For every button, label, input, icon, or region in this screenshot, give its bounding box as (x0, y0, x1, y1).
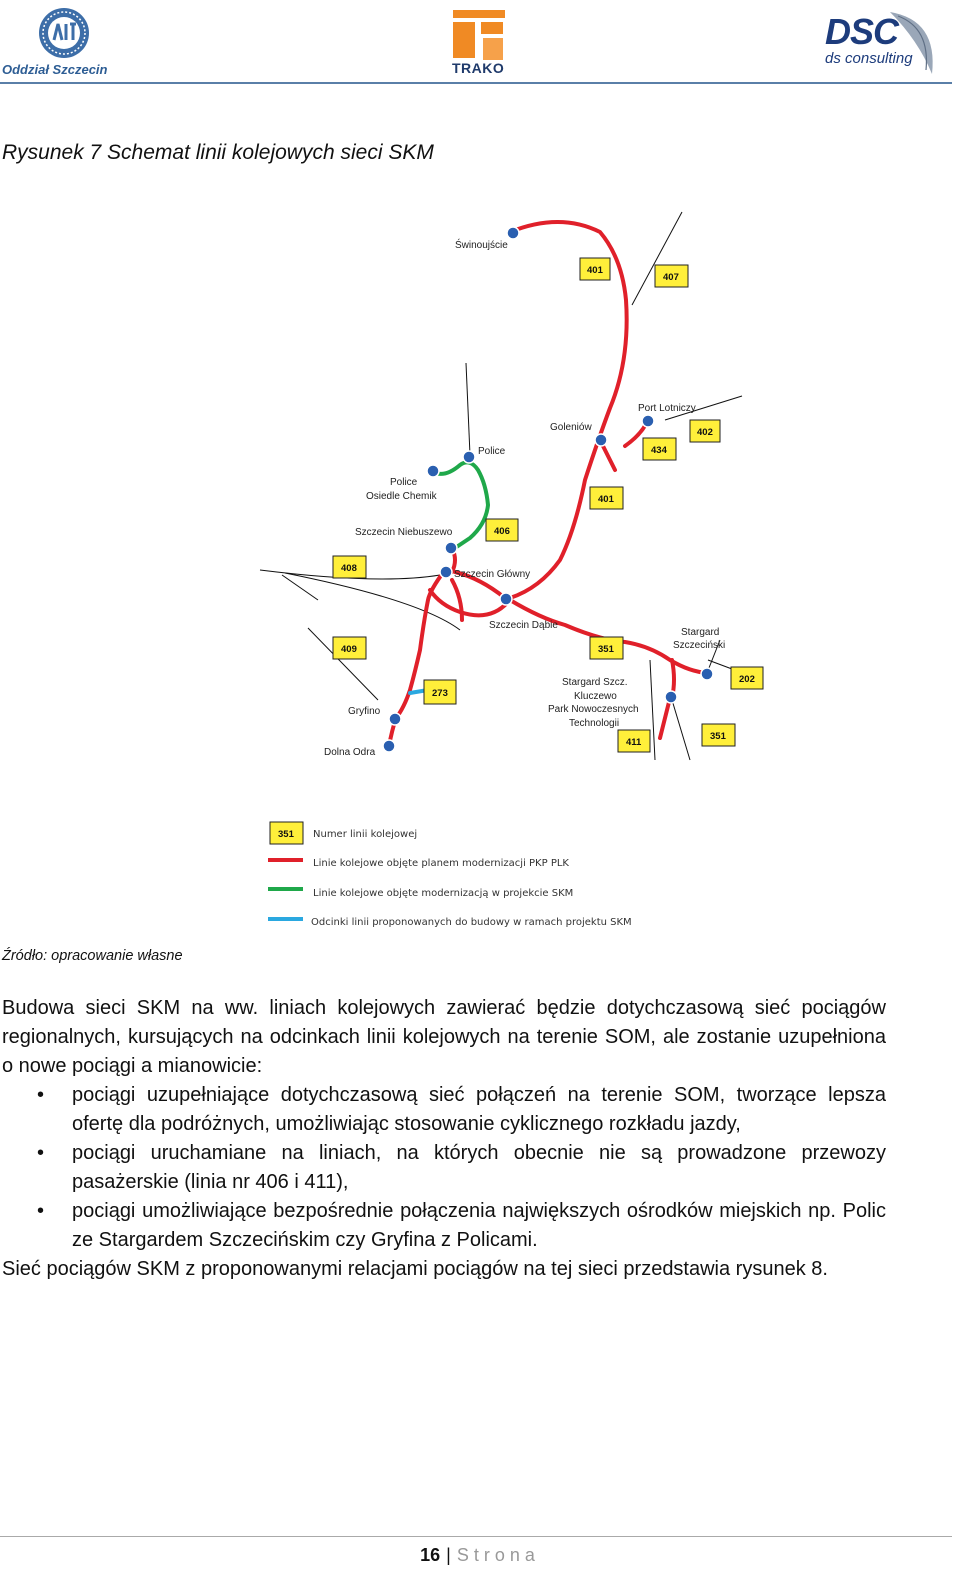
page-number: 16 (420, 1545, 441, 1565)
label-goleniow: Goleniów (550, 422, 592, 433)
bullet-list (2, 1081, 886, 1255)
svg-text:406: 406 (494, 526, 510, 537)
page-footer (0, 1545, 960, 1566)
station-glowny (440, 566, 452, 578)
label-kluczewo-3: Park Nowoczesnych (548, 704, 639, 715)
svg-text:411: 411 (626, 737, 642, 748)
station-stargard (701, 668, 713, 680)
line-box-351-stargard (702, 724, 735, 746)
station-port-lotniczy (642, 415, 654, 427)
svg-text:351: 351 (710, 731, 726, 742)
svg-text:401: 401 (587, 265, 603, 276)
label-police-osiedle-1: Police (390, 477, 418, 488)
label-kluczewo-4: Technologii (569, 718, 620, 729)
line-number-boxes (333, 258, 763, 752)
trako-logo (453, 8, 505, 60)
label-port-lotniczy: Port Lotniczy (638, 403, 696, 414)
trako-logo-text: TRAKO (452, 60, 505, 76)
paragraph-conclusion: Sieć pociągów SKM z proponowanymi relacjami pociągów na tej sieci przedstawia rysunek 8. (2, 1258, 828, 1280)
figure-source: Źródło: opracowanie własne (2, 948, 183, 964)
station-markers (383, 227, 713, 752)
label-dolna-odra: Dolna Odra (324, 747, 376, 758)
station-labels (324, 238, 725, 758)
body-text (2, 994, 886, 1284)
label-stargard-1: Stargard (681, 627, 720, 638)
bullet-dot: • (37, 1200, 45, 1222)
line-box-409 (333, 637, 366, 659)
footer-divider (0, 1536, 952, 1537)
station-police-chemik (427, 465, 439, 477)
station-gryfino (389, 713, 401, 725)
branch-label: Oddział Szczecin (2, 62, 108, 77)
map-legend (268, 822, 632, 928)
line-box-202 (731, 667, 763, 689)
station-dolna-odra (383, 740, 395, 752)
page-header (0, 0, 960, 84)
station-kluczewo (665, 691, 677, 703)
station-swinoujscie (507, 227, 519, 239)
footer-separator: | (446, 1545, 451, 1565)
legend-blue-desc: Odcinki linii proponowanych do budowy w ramach projektu SKM (311, 917, 632, 928)
sitk-logo (36, 6, 92, 60)
bullet-dot: • (37, 1142, 45, 1164)
figure-title: Rysunek 7 Schemat linii kolejowych sieci SKM (2, 141, 434, 164)
dsc-logo-subtext: ds consulting (825, 50, 913, 67)
label-stargard-2: Szczeciński (673, 640, 726, 651)
line-box-401-south (590, 487, 623, 509)
svg-text:351: 351 (598, 644, 614, 655)
line-box-408 (333, 556, 366, 578)
label-swinoujscie: Świnoujście (455, 240, 508, 251)
red-lines (389, 222, 708, 746)
bullet-dot: • (37, 1084, 45, 1106)
svg-text:351: 351 (278, 829, 294, 840)
label-police: Police (478, 446, 506, 457)
label-kluczewo-2: Kluczewo (574, 691, 617, 702)
page-word: Strona (456, 1545, 540, 1565)
svg-text:402: 402 (697, 427, 713, 438)
bullet-item: • pociągi uruchamiane na liniach, na których obecnie nie są prowadzone przewozy pasażerskie (linia nr 406 i 411), (2, 1139, 886, 1197)
line-box-434 (643, 438, 676, 460)
svg-text:202: 202 (739, 674, 755, 685)
legend-red-desc: Linie kolejowe objęte planem modernizacji PKP PLK (313, 858, 569, 869)
svg-text:408: 408 (341, 563, 357, 574)
other-lines (260, 212, 742, 760)
bullet-item: • pociągi umożliwiające bezpośrednie połączenia największych ośrodków miejskich np. Polic ze Stargardem Szczecińskim czy Gryfina z Policami. (2, 1197, 886, 1255)
line-box-351-dabie (590, 637, 623, 659)
label-kluczewo-1: Stargard Szcz. (562, 677, 628, 688)
line-box-402 (690, 420, 720, 442)
station-niebuszewo (445, 542, 457, 554)
line-box-401-north (580, 258, 610, 280)
line-box-273 (424, 680, 456, 704)
label-dabie: Szczecin Dąbie (489, 620, 558, 631)
label-gryfino: Gryfino (348, 706, 381, 717)
station-dabie (500, 593, 512, 605)
svg-text:407: 407 (663, 272, 679, 283)
legend-line-number-box (270, 822, 303, 844)
legend-green-desc: Linie kolejowe objęte modernizacją w projekcie SKM (313, 888, 574, 899)
svg-text:409: 409 (341, 644, 357, 655)
legend-line-number-desc: Numer linii kolejowej (313, 829, 418, 840)
header-divider (0, 82, 952, 84)
railway-network-map (0, 190, 960, 940)
bullet-item: • pociągi uzupełniające dotychczasową sieć połączeń na terenie SOM, tworzące lepsza ofertę dla podróżnych, umożliwiając stosowanie cyklicznego rozkładu jazdy, (2, 1081, 886, 1139)
svg-text:401: 401 (598, 494, 614, 505)
paragraph-intro: Budowa sieci SKM na ww. liniach kolejowych zawierać będzie dotychczasową sieć pociągów regionalnych, kursujących na odcinkach linii kolejowych na terenie SOM, ale zostanie uzupełniona o nowe pociągi a mianowicie: (2, 997, 886, 1077)
svg-text:434: 434 (651, 445, 667, 456)
line-box-411 (618, 730, 650, 752)
svg-text:273: 273 (432, 688, 448, 699)
label-glowny: Szczecin Główny (454, 569, 531, 580)
station-police (463, 451, 475, 463)
line-box-407 (655, 265, 688, 287)
label-police-osiedle-2: Osiedle Chemik (366, 491, 437, 502)
dsc-logo-text: DSC (825, 11, 899, 52)
line-box-406 (486, 519, 518, 541)
station-goleniow (595, 434, 607, 446)
label-niebuszewo: Szczecin Niebuszewo (355, 527, 453, 538)
